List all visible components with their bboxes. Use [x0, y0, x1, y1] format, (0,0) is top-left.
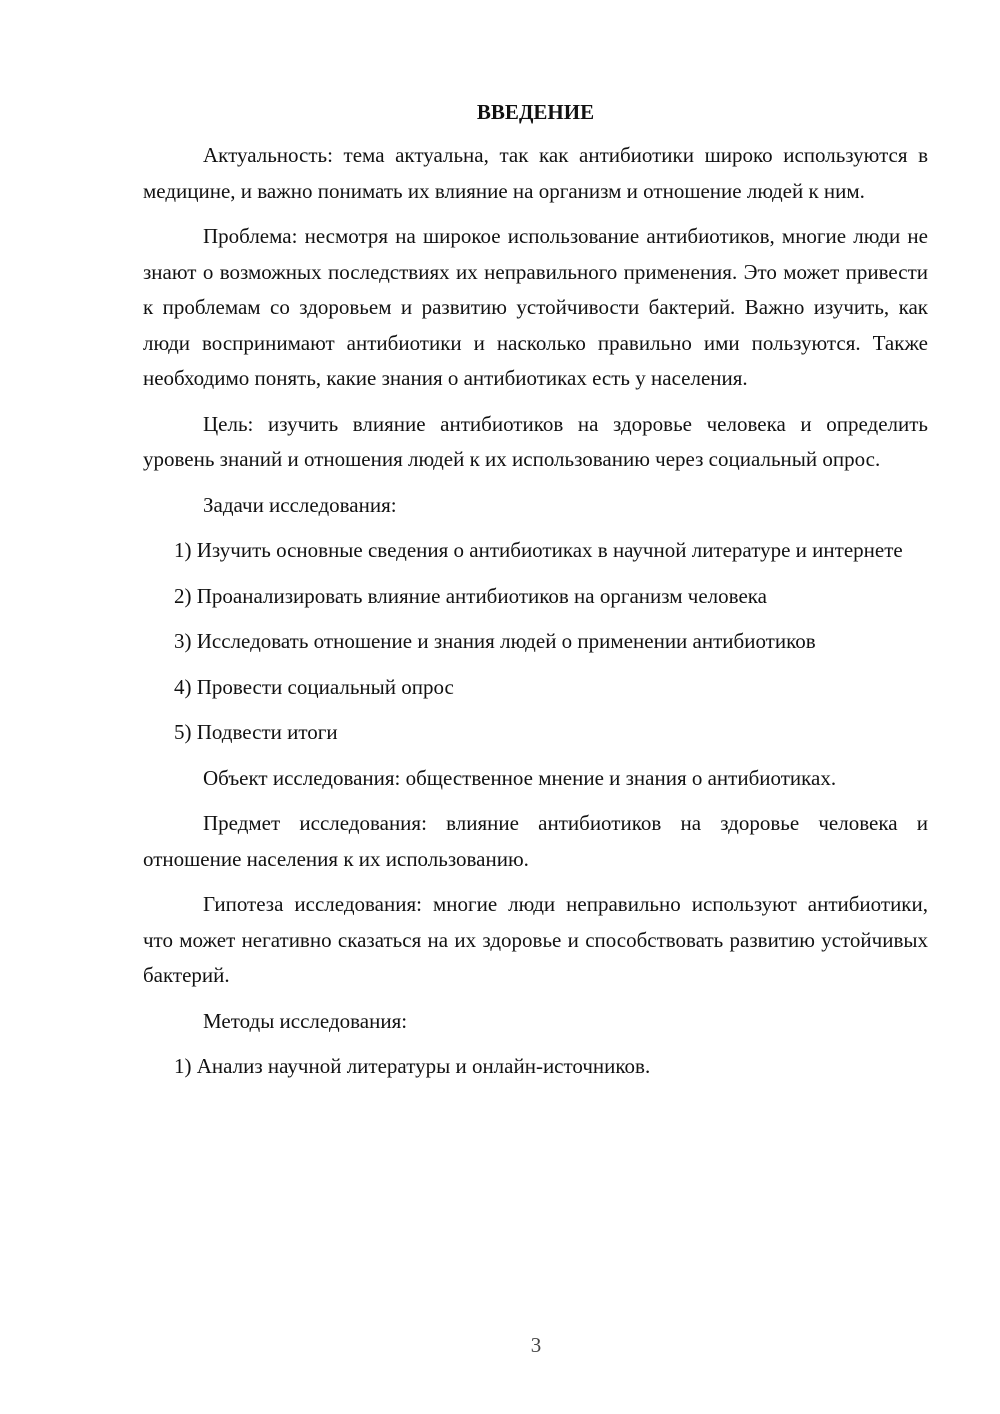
paragraph-goal: Цель: изучить влияние антибиотиков на здоровье человека и определить уровень знаний и отношения людей к их использованию через социальный опрос.: [143, 411, 928, 471]
section-heading: ВВЕДЕНИЕ: [476, 100, 595, 124]
task-item: 1) Изучить основные сведения о антибиотиках в научной литературе и интернете: [174, 538, 903, 562]
task-item: 4) Провести социальный опрос: [174, 674, 454, 699]
paragraph-hypothesis: Гипотеза исследования: многие люди неправильно используют антибиотики, что может негативно сказаться на их здоровье и способствовать развитию устойчивых бактерий.: [143, 892, 928, 987]
task-item: 2) Проанализировать влияние антибиотиков на организм человека: [174, 583, 767, 608]
task-item: 3) Исследовать отношение и знания людей о применении антибиотиков: [174, 629, 816, 653]
methods-title: Методы исследования:: [203, 1008, 408, 1033]
paragraph-problem: Проблема: несмотря на широкое использование антибиотиков, многие люди не знают о возможных последствиях их неправильного применения. Это может привести к проблемам со здоровьем и развитию устойчивости бактерий. Важно изучить, как люди воспринимают антибиотики и насколько правильно ими пользуются. Также необходимо понять, какие знания о антибиотиках есть у населения.: [143, 224, 928, 390]
page-body: [143, 96, 928, 1095]
paragraph-relevance: Актуальность: тема актуальна, так как антибиотики широко используются в медицине, и важно понимать их влияние на организм и отношение людей к ним.: [143, 143, 928, 203]
paragraph-subject: Предмет исследования: влияние антибиотиков на здоровье человека и отношение населения к их использованию.: [143, 811, 928, 871]
page-number: 3: [530, 1333, 542, 1357]
tasks-title: Задачи исследования:: [203, 492, 397, 517]
task-item: 5) Подвести итоги: [174, 720, 338, 744]
method-item: 1) Анализ научной литературы и онлайн-источников.: [174, 1054, 651, 1078]
paragraph-object: Объект исследования: общественное мнение и знания о антибиотиках.: [203, 765, 837, 790]
